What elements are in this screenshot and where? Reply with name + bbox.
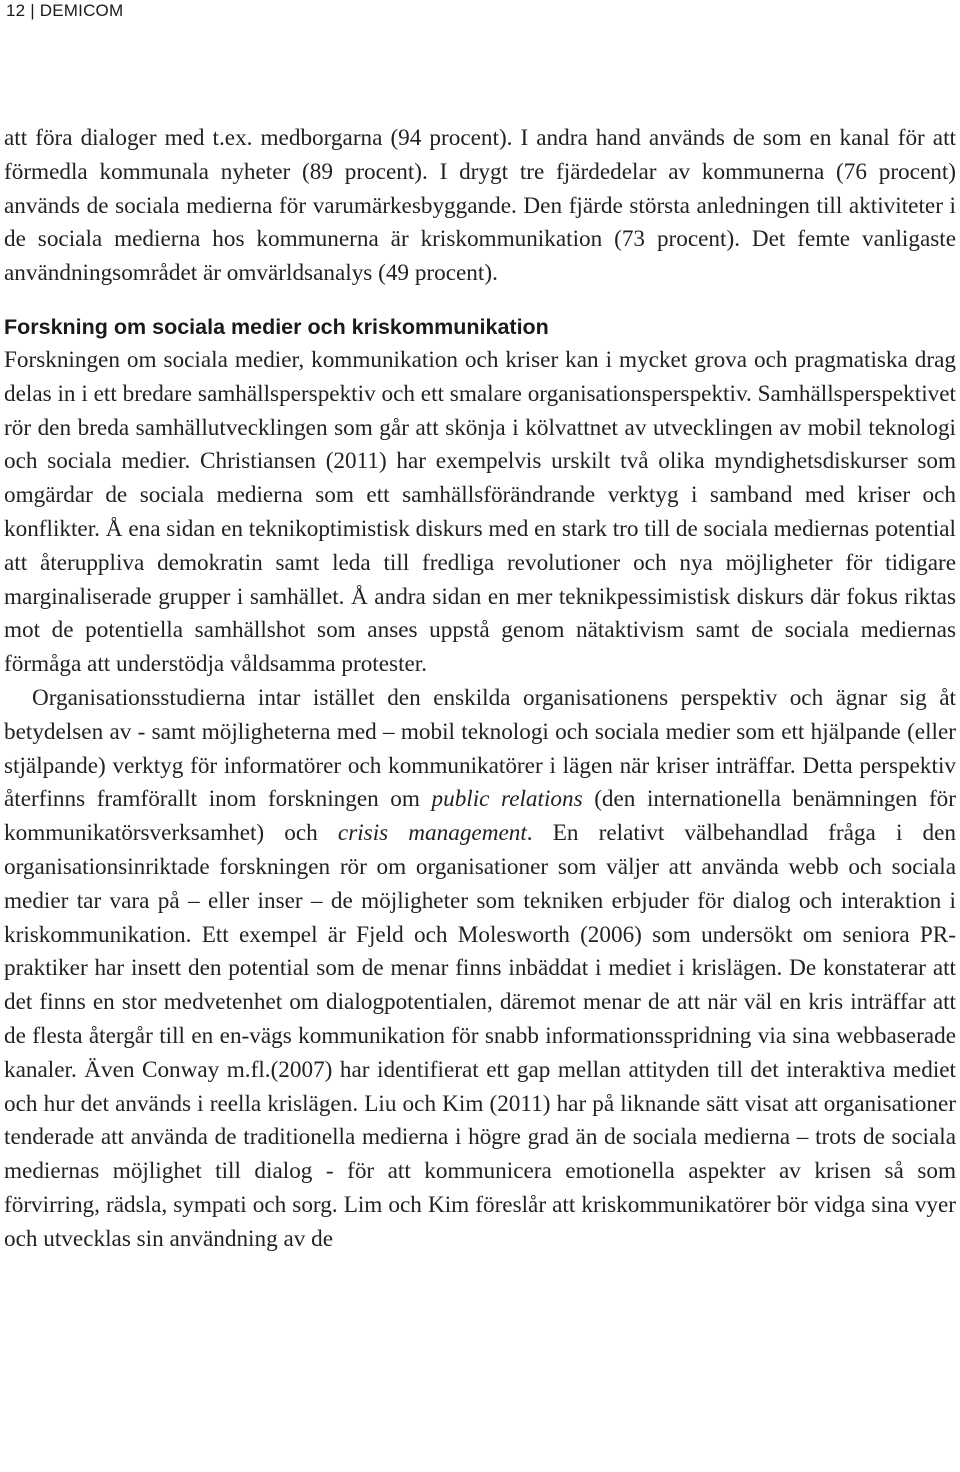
paragraph-2-part-1: Organisationsstudierna intar istället den enskilda organisationens perspektiv och ägnar sig åt betydelsen av - samt möjligheterna med – mobil teknologi och sociala medier som ett hjälpande (eller stjälpande) verktyg för informatörer och kommunikatörer i lägen när kriser inträffar. Detta perspektiv återfinns framförallt inom forskningen om [4,684,956,813]
paragraph-2-part-2: (den internationella benämningen för kommunikatörsverksamhet) och [4,786,957,847]
term-crisis-management: crisis management [337,820,527,847]
body-text [4,122,956,1257]
section-heading: Forskning om sociala medier och kriskommunikation [4,314,549,339]
section-paragraph-2 [4,682,956,1257]
intro-paragraph: att föra dialoger med t.ex. medborgarna (94 procent). I andra hand används de som en kanal för att förmedla kommunala nyheter (89 procent). I drygt tre fjärdedelar av kommunerna (76 procent) används de sociala medierna för varumärkesbyggande. Den fjärde största anledningen till aktiviteter i de sociala medierna hos kommunerna är kriskommunikation (73 procent). Det femte vanligaste användningsområdet är omvärldsanalys (49 procent). [4,125,956,287]
term-public-relations: public relations [431,786,583,813]
running-header: 12 | DEMICOM [6,1,124,20]
paragraph-2-part-3: . En relativt välbehandlad fråga i den organisationsinriktade forskningen rör om organisationer som väljer att använda webb och sociala medier tar vara på – eller inser – de möjligheter som tekniken erbjuder för dialog och interaktion i kriskommunikation. Ett exempel är Fjeld och Molesworth (2006) som undersökt om seniora PR-praktiker har insett den potential som de menar finns inbäddat i mediet i krislägen. De konstaterar att det finns en stor medvetenhet om dialogpotentialen, däremot menar de att när väl en kris inträffar att de flesta återgår till en en-vägs kommunikation för snabb informationsspridning via sina webbaserade kanaler. Även Conway m.fl.(2007) har identifierat ett gap mellan attityden till det interaktiva mediet och hur det används i reella krislägen. Liu och Kim (2011) har på liknande sätt visat att organisationer tenderade att använda de traditionella medierna i högre grad än de sociala medierna – trots de sociala mediernas möjlighet till dialog - för att kommunicera emotionella aspekter av krisen så som förvirring, rädsla, sympati och sorg. Lim och Kim föreslår att kriskommunikatörer bör vidga sina vyer och utvecklas sin användning av de [4,820,956,1252]
section-paragraph-1: Forskningen om sociala medier, kommunikation och kriser kan i mycket grova och pragmatiska drag delas in i ett bredare samhällsperspektiv och ett smalare organisationsperspektiv. Samhällsperspektivet rör den breda samhällutvecklingen som går att skönja i kölvattnet av utvecklingen av mobil teknologi och sociala medier. Christiansen (2011) har exempelvis urskilt två olika myndighetsdiskurser som omgärdar de sociala medierna som ett samhällsförändrande verktyg i samband med kriser och konflikter. Å ena sidan en teknikoptimistisk diskurs med en stark tro till de sociala mediernas potential att återuppliva demokratin samt leda till fredliga revolutioner och nya möjligheter för tidigare marginaliserade grupper i samhället. Å andra sidan en mer teknikpessimistisk diskurs där fokus riktas mot de potentiella samhällshot som anses uppstå genom nätaktivism samt de sociala mediernas förmåga att understödja våldsamma protester. [4,346,956,678]
